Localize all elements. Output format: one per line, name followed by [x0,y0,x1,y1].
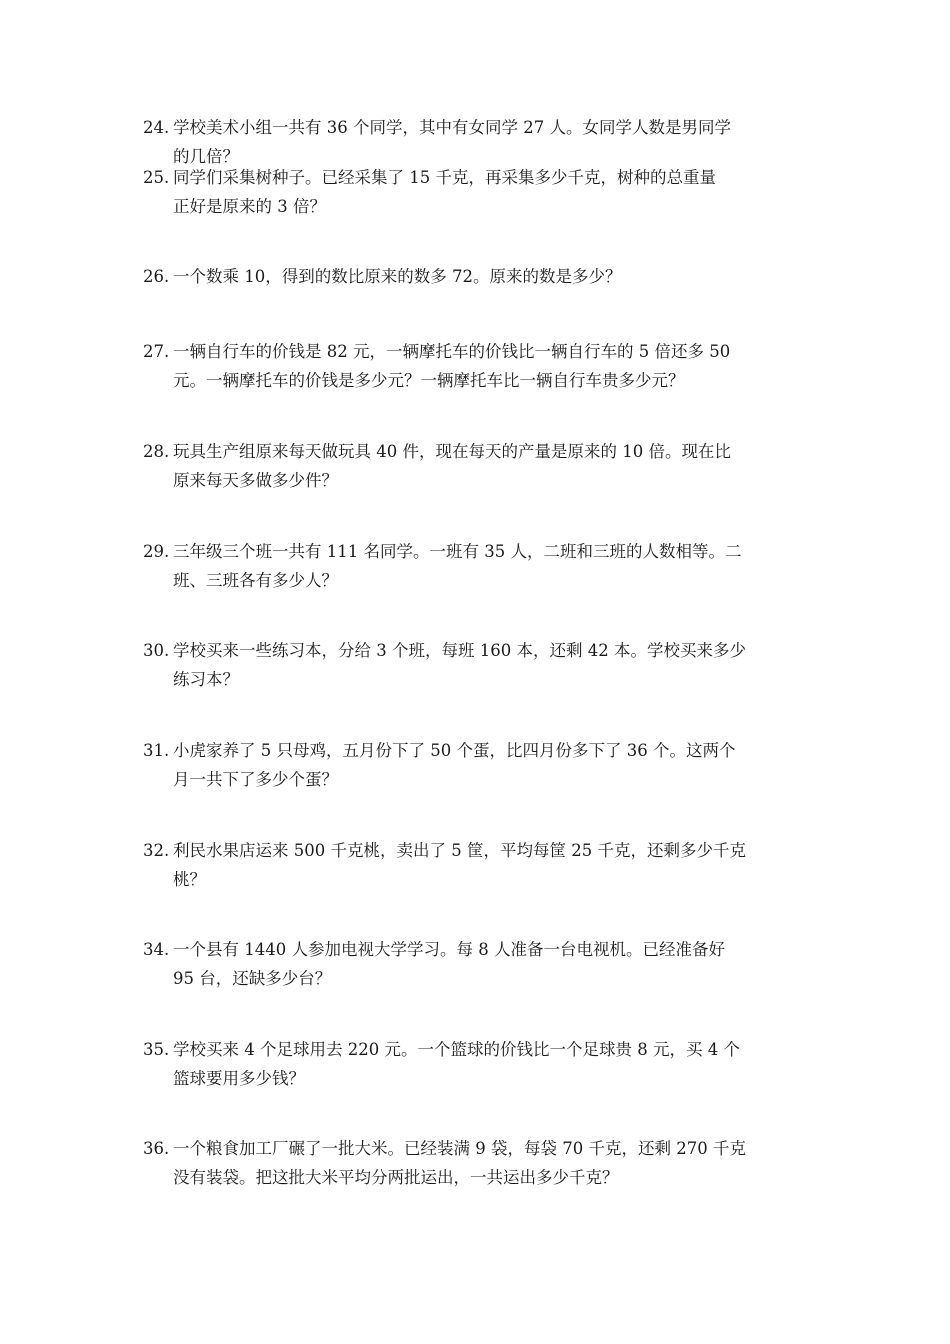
question-line: 小虎家养了 5 只母鸡，五月份下了 50 个蛋，比四月份多下了 36 个。这两个 [173,741,736,760]
question-line: 一个县有 1440 人参加电视大学学习。每 8 人准备一台电视机。已经准备好 [173,940,725,959]
question-line: 篮球要用多少钱？ [173,1069,305,1088]
question-line: 练习本？ [173,670,239,689]
question-line: 元。一辆摩托车的价钱是多少元？一辆摩托车比一辆自行车贵多少元？ [173,371,685,390]
question-line: 一个粮食加工厂碾了一批大米。已经装满 9 袋，每袋 70 千克，还剩 270 千克 [173,1139,746,1158]
question-line: 学校买来 4 个足球用去 220 元。一个篮球的价钱比一个足球贵 8 元，买 4 个 [173,1040,740,1059]
question-line: 学校美术小组一共有 36 个同学，其中有女同学 27 人。女同学人数是男同学 [173,118,731,137]
question-number: 31. [143,741,170,760]
question-number: 35. [143,1040,170,1059]
question-line: 玩具生产组原来每天做玩具 40 件，现在每天的产量是原来的 10 倍。现在比 [173,442,731,461]
question-35 [143,1035,813,1093]
question-34 [143,935,813,993]
question-line: 三年级三个班一共有 111 名同学。一班有 35 人，二班和三班的人数相等。二 [173,542,742,561]
question-text [143,836,813,894]
question-line: 同学们采集树种子。已经采集了 15 千克，再采集多少千克，树种的总重量 [173,168,716,187]
question-31 [143,736,813,794]
question-line: 班、三班各有多少人？ [173,571,338,590]
question-number: 25. [143,168,170,187]
question-text [143,935,813,993]
question-number: 28. [143,442,170,461]
question-27 [143,337,813,395]
question-text [143,337,813,395]
question-text [143,1035,813,1093]
question-line: 正好是原来的 3 倍？ [173,197,326,216]
question-text [143,262,813,291]
question-text [143,163,813,221]
question-36 [143,1134,813,1192]
question-number: 27. [143,342,170,361]
question-number: 30. [143,641,170,660]
question-number: 29. [143,542,170,561]
question-number: 36. [143,1139,170,1158]
question-text [143,736,813,794]
question-32 [143,836,813,894]
question-line: 学校买来一些练习本，分给 3 个班，每班 160 本，还剩 42 本。学校买来多少 [173,641,746,660]
question-line: 的几倍？ [173,147,239,166]
question-line: 一辆自行车的价钱是 82 元，一辆摩托车的价钱比一辆自行车的 5 倍还多 50 [173,342,731,361]
question-line: 桃？ [173,870,206,889]
question-line: 95 台，还缺多少台？ [173,969,332,988]
question-line: 月一共下了多少个蛋？ [173,770,338,789]
question-text [143,1134,813,1192]
question-number: 26. [143,267,170,286]
question-number: 24. [143,118,170,137]
question-line: 一个数乘 10，得到的数比原来的数多 72。原来的数是多少？ [173,267,622,286]
question-30 [143,636,813,694]
question-line: 利民水果店运来 500 千克桃，卖出了 5 筐，平均每筐 25 千克，还剩多少千克 [173,841,746,860]
question-line: 原来每天多做多少件？ [173,471,338,490]
question-text [143,636,813,694]
question-25 [143,163,813,221]
question-text [143,437,813,495]
question-number: 34. [143,940,170,959]
question-29 [143,537,813,595]
question-28 [143,437,813,495]
question-text [143,537,813,595]
question-26 [143,262,813,291]
question-line: 没有装袋。把这批大米平均分两批运出，一共运出多少千克？ [173,1168,619,1187]
question-number: 32. [143,841,170,860]
